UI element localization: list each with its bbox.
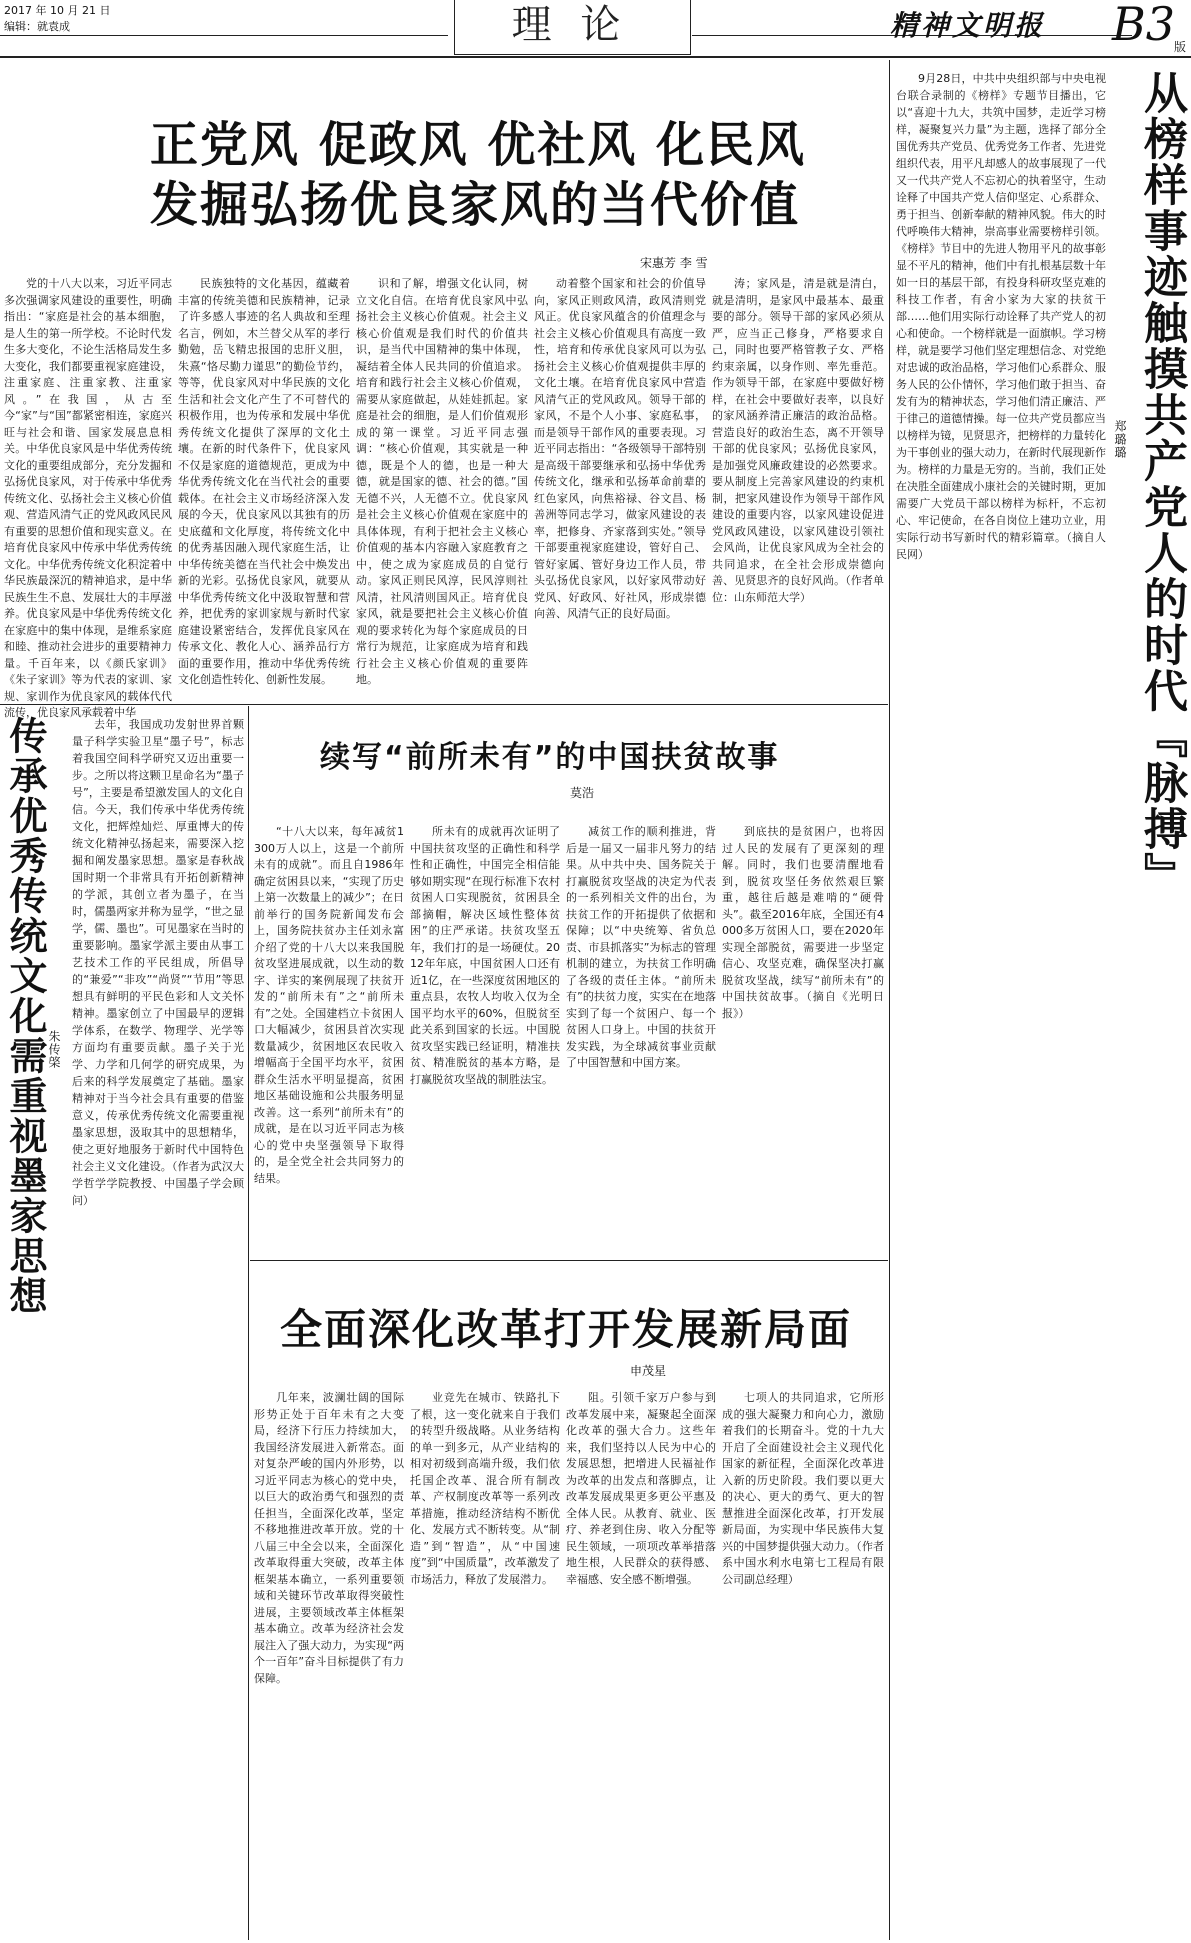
left-sidebar-divider [248,706,249,1940]
article-3-column-2: 业竞先在城市、铁路扎下了根，这一变化就来自于我们的转型升级战略。从业务结构的单一到多元，从产业结构的相对初级到高端升级，我们依托国企改革、混合所有制改革、产权制度改革等一系列改革措施，推动经济结构不断优化、发展方式不断转变。从“制造”到“智造”，从“中国速度”到“中国质量”，改革激发了市场活力，释放了发展潜力。 [410,1391,560,1586]
article-1-column-4: 动着整个国家和社会的价值导向，家风正则政风清，政风清则党风正。优良家风蕴含的价值理念与社会主义核心价值观具有高度一致性，培育和传承优良家风可以为弘扬社会主义核心价值观提供丰厚的文化土壤。在培育优良家风中营造风清气正的党风政风。领导干部的家风，不是个人小事、家庭私事，而是领导干部作风的重要表现。习近平同志指出：“各级领导干部特别是高级干部要继承和弘扬中华优秀传统文化，继承和弘扬革命前辈的红色家风，向焦裕禄、谷文昌、杨善洲等同志学习，做家风建设的表率，把修身、齐家落到实处。”领导干部要重视家庭建设，管好自己、管好家属、管好身边工作人员，带头弘扬优良家风，以好家风带动好党风、好政风、好社风，形成崇德向善、风清气正的良好局面。 [534,277,706,620]
article-1-column-2: 民族独特的文化基因，蕴藏着丰富的传统美德和民族精神，记录了许多感人事迹的名人典故和至理名言，例如，木兰替父从军的孝行勤勉，岳飞精忠报国的忠肝义胆，朱熹“恪尽勤力谨思”的勤俭节约，等等，优良家风对中华民族的文化生活和社会文化产生了不可替代的积极作用，也为传承和发展中华优秀传统文化提供了深厚的文化土壤。在新的时代条件下，优良家风不仅是家庭的道德规范，更成为中华优秀传统文化在当代社会的重要载体。在社会主义市场经济深入发展的今天，优良家风以其独有的历史底蕴和文化厚度，将传统文化中的优秀基因融入现代家庭生活，让中华传统美德在当代社会中焕发出新的光彩。弘扬优良家风，就要从中华优秀传统文化中汲取智慧和营养，把优秀的家训家规与新时代家庭建设紧密结合，发挥优良家风在传承文化、教化人心、涵养品行方面的重要作用，推动中华优秀传统文化创造性转化、创新性发展。 [178,277,350,686]
right-sidebar-divider [889,60,890,1940]
editor-credit: 编辑：就袁成 [4,20,70,33]
left-sidebar-text: 去年，我国成功发射世界首颗量子科学实验卫星“墨子号”，标志着我国空间科学研究又迈出重要一步。之所以将这颗卫星命名为“墨子号”，主要是希望激发国人的文化自信。今天，我们传承中华优秀传统文化，把辉煌灿烂、厚重博大的传统文化精神弘扬起来，需要深入挖掘和阐发墨家思想。墨家是春秋战国时期一个非常具有开拓创新精神的学派，其创立者为墨子，在当时，儒墨两家并称为显学，“世之显学，儒、墨也”。可见墨家在当时的重要影响。墨家学派主要由从事工艺技术工作的平民组成，所倡导的“兼爱”“非攻”“尚贤”“节用”等思想具有鲜明的平民色彩和人文关怀精神。墨家创立了中国最早的逻辑学体系，在数学、物理学、光学等方面均有重要贡献。墨子关于光学、力学和几何学的研究成果，为后来的科学发展奠定了基础。墨家精神对于当今社会具有重要的借鉴意义，传承优秀传统文化需要重视墨家思想，汲取其中的思想精华，使之更好地服务于新时代中国特色社会主义文化建设。（作者为武汉大学哲学学院教授、中国墨子学会顾问） [72,718,244,1207]
left-sidebar-title: 传承优秀传统文化需重视墨家思想 [3,716,47,1316]
article-2-title: 续写“前所未有”的中国扶贫故事 [320,740,780,775]
page-suffix: 版 [1174,40,1187,54]
article-3-column-4: 七项人的共同追求，它所形成的强大凝聚力和向心力，激励着我们的长期奋斗。党的十九大开启了全面建设社会主义现代化国家的新征程，全面深化改革进入新的历史阶段。我们要以更大的决心、更大的勇气、更大的智慧推进全面深化改革，打开发展新局面，为实现中华民族伟大复兴的中国梦提供强大动力。（作者系中国水利水电第七工程局有限公司副总经理） [722,1391,884,1586]
header-section-frame-right [690,0,691,54]
article-2-column-3: 减贫工作的顺利推进，背后是一届又一届非凡努力的结果。从中共中央、国务院关于打赢脱贫攻坚战的决定为代表的一系列相关文件的出台，为扶贫工作的开拓提供了依据和保障；以“中央统筹、省负总责、市县抓落实”为标志的管理机制的建立，为扶贫工作明确了各级的责任主体。“前所未有”的扶贫力度，实实在在地落实到了每一个贫困户、每一个贫困人口身上。中国的扶贫开发实践，为全球减贫事业贡献了中国智慧和中国方案。 [566,825,716,1069]
page-number: B3 [1112,0,1176,51]
header-left-rule [0,35,448,36]
article-1-column-5: 涛；家风是，清是就是清白，就是清明，是家风中最基本、最重要的部分。领导干部的家风必须从严，应当正己修身，严格要求自己，同时也要严格管教子女、严格约束亲属，以身作则、率先垂范。作为领导干部，在家庭中要做好榜样，在社会中要做好表率，以良好的家风涵养清正廉洁的政治品格。营造良好的政治生态，离不开领导干部的优良家风；弘扬优良家风，是加强党风廉政建设的必然要求。要从制度上完善家风建设的约束机制，把家风建设作为领导干部作风建设的重要内容，以家风建设促进党风政风建设，以家风建设引领社会风尚，让优良家风成为全社会的共同追求，在全社会形成崇德向善、见贤思齐的良好风尚。（作者单位：山东师范大学） [712,277,884,604]
article-1-bottom-rule [0,704,888,705]
section-name: 理 论 [511,2,629,48]
header-rule [0,56,1191,58]
article-1-author: 宋惠芳 李 雪 [640,256,708,270]
article-1-title-line-1: 正党风 促政风 优社风 化民风 [150,117,807,173]
article-1-column-3: 识和了解，增强文化认同，树立文化自信。在培育优良家风中弘扬社会主义核心价值观。社会主义核心价值观是我们时代的价值共识，是当代中国精神的集中体现，凝结着全体人民共同的价值追求。培育和践行社会主义核心价值观，需要从家庭做起，从娃娃抓起。家庭是社会的细胞，是人们价值观形成的第一课堂。习近平同志强调：“核心价值观，其实就是一种德，既是个人的德，也是一种大德，就是国家的德、社会的德。”国无德不兴，人无德不立。优良家风是社会主义核心价值观在家庭中的具体体现，有利于把社会主义核心价值观的基本内容融入家庭教育之中，使之成为家庭成员的自觉行动。家风正则民风淳，民风淳则社风清，社风清则国风正。培育优良家风，就是要把社会主义核心价值观的要求转化为每个家庭成员的日常行为规范，让家庭成为培育和践行社会主义核心价值观的重要阵地。 [356,277,528,686]
article-2-column-2: 所未有的成就再次证明了中国扶贫攻坚的正确性和科学性和正确性，中国完全相信能够如期实现“在现行标准下农村贫困人口实现脱贫，贫困县全部摘帽，解决区域性整体贫困”的庄严承诺。扶贫攻坚五年，我们打的是一场硬仗。2012年年底，中国贫困人口还有近1亿，在一些深度贫困地区的重点县，农牧人均收入仅为全国平均水平的60%，但脱贫至此关系到国家的长远。中国脱贫攻坚实践已经证明，精准扶贫、精准脱贫的基本方略，是打赢脱贫攻坚战的制胜法宝。 [410,825,560,1086]
article-3-column-1: 几年来，波澜壮阔的国际形势正处于百年未有之大变局，经济下行压力持续加大，我国经济发展进入新常态。面对复杂严峻的国内外形势，以习近平同志为核心的党中央，以巨大的政治勇气和强烈的责任担当，全面深化改革，坚定不移地推进改革开放。党的十八届三中全会以来，全面深化改革取得重大突破，改革主体框架基本确立，一系列重要领域和关键环节改革取得突破性进展，主要领域改革主体框架基本确立。改革为经济社会发展注入了强大动力，为实现“两个一百年”奋斗目标提供了有力保障。 [254,1391,404,1685]
article-1-title-line-2: 发掘弘扬优良家风的当代价值 [150,177,801,233]
header-section-bottom [454,54,691,55]
right-sidebar-author: 郑璐璐 [1113,420,1127,459]
article-2-author: 莫浩 [570,786,595,800]
article-2-column-4: 到底扶的是贫困户，也将因过人民的发展有了更深刻的理解。同时，我们也要清醒地看到，脱贫攻坚任务依然艰巨繁重，越往后越是难啃的“硬骨头”。截至2016年底，全国还有4000多万贫困人口，要在2020年实现全部脱贫，需要进一步坚定信心、攻坚克难，确保坚决打赢脱贫攻坚战，续写“前所未有”的中国扶贫故事。（摘自《光明日报》） [722,825,884,1020]
right-sidebar-text-top: 9月28日，中共中央组织部与中央电视台联合录制的《榜样》专题节目播出，它以“喜迎十九大，共筑中国梦，走近学习榜样，凝聚复兴力量”为主题，选择了部分全国优秀共产党员、优秀党务工作者、先进党组织代表，用平凡却感人的故事展现了一代又一代共产党人不忘初心的执着坚守，生动诠释了中国共产党人信仰坚定、心系群众、勇于担当、创新奉献的精神风貌。伟大的时代呼唤伟大精神，崇高事业需要榜样引领。《榜样》节目中的先进人物用平凡的故事彰显不平凡的精神，他们中有扎根基层数十年如一日的基层干部，有投身科研攻坚克难的科技工作者，有舍小家为大家的扶贫干部……他们用实际行动诠释了共产党人的初心和使命。一个榜样就是一面旗帜。学习榜样，就是要学习他们坚定理想信念、对党绝对忠诚的政治品格，学习他们心系群众、服务人民的公仆情怀，学习他们敢于担当、奋发有为的精神状态，学习他们清正廉洁、严于律己的道德情操。每一位共产党员都应当以榜样为镜，见贤思齐，把榜样的力量转化为干事创业的强大动力，在新时代展现新作为。榜样的力量是无穷的。当前，我们正处在决胜全面建成小康社会的关键时期，更加需要广大党员干部以榜样为标杆，不忘初心、牢记使命，在各自岗位上建功立业，用实际行动书写新时代的精彩篇章。（摘自人民网） [896,72,1106,561]
article-1-column-1: 党的十八大以来，习近平同志多次强调家风建设的重要性，明确指出：“家庭是社会的基本细胞，是人生的第一所学校。不论时代发生多大变化，不论生活格局发生多大变化，我们都要重视家庭建设，注重家庭、注重家教、注重家风。”在我国，从古至今“家”与“国”都紧密相连，家庭兴旺与社会和谐、国家发展息息相关。中华优良家风是中华优秀传统文化的重要组成部分，充分发掘和弘扬优良家风，对于传承中华优秀传统文化、弘扬社会主义核心价值观、营造风清气正的党风政风民风有重要的思想价值和现实意义。在培育优良家风中传承中华优秀传统文化。中华优秀传统文化积淀着中华民族最深沉的精神追求，是中华民族生生不息、发展壮大的丰厚滋养。优良家风是中华优秀传统文化在家庭中的集中体现，是维系家庭和睦、推动社会进步的重要精神力量。千百年来，以《颜氏家训》《朱子家训》等为代表的家训、家规、家训作为优良家风的载体代代流传，优良家风承载着中华 [4,277,172,719]
masthead: 精神文明报 [890,9,1046,42]
article-2-bottom-rule [250,1260,888,1261]
article-2-column-1: “十八大以来，每年减贫1300万人以上，这是一个前所未有的成就”。而且自1986年确定贫困县以来，“实现了历史上第一次数量上的减少”；在日前举行的国务院新闻发布会上，国务院扶贫办主任刘永富介绍了党的十八大以来我国脱贫攻坚进展成就，以生动的数字、详实的案例展现了扶贫开发的“前所未有”之“前所未有”之处。全国建档立卡贫困人口大幅减少，贫困县首次实现数量减少，贫困地区农民收入增幅高于全国平均水平，贫困群众生活水平明显提高，贫困地区基础设施和公共服务明显改善。这一系列“前所未有”的成就，是在以习近平同志为核心的党中央坚强领导下取得的，是全党全社会共同努力的结果。 [254,825,404,1185]
article-3-column-3: 阻。引领千家万户参与到改革发展中来，凝聚起全面深化改革的强大合力。这些年来，我们坚持以人民为中心的发展思想，把增进人民福祉作为改革的出发点和落脚点，让改革发展成果更多更公平惠及全体人民。从教育、就业、医疗、养老到住房、收入分配等民生领域，一项项改革举措落地生根，人民群众的获得感、幸福感、安全感不断增强。 [566,1391,716,1586]
issue-date: 2017 年 10 月 21 日 [4,4,111,17]
article-3-title: 全面深化改革打开发展新局面 [280,1305,853,1354]
left-sidebar-author: 朱传棨 [47,1030,61,1069]
right-sidebar-title: 从榜样事迹触摸共产党人的时代『脉搏』 [1136,70,1187,898]
header-section-frame [454,0,455,54]
article-3-author: 申茂星 [630,1364,667,1378]
